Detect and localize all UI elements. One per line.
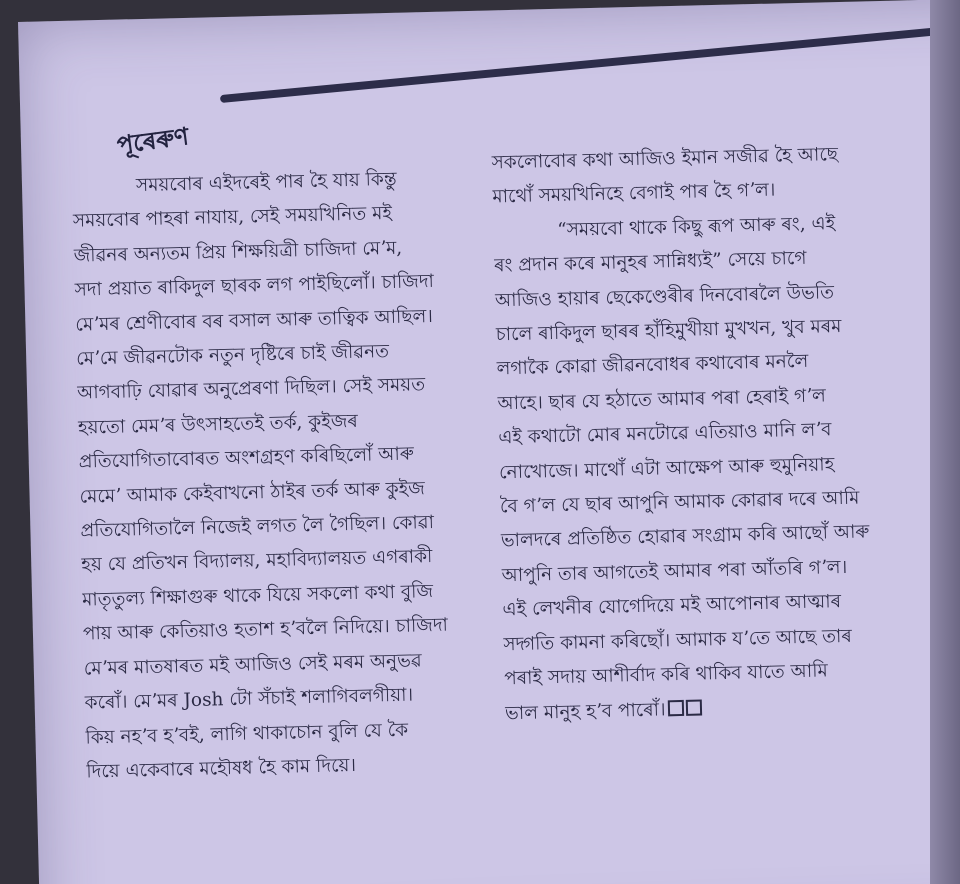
end-mark-icon xyxy=(667,699,683,715)
text-line: “সময়বো থাকে কিছু ৰূপ আৰু ৰং, এই xyxy=(556,212,836,241)
text-line: সময়বোৰ এইদৰেই পাৰ হৈ যায় কিন্তু xyxy=(135,168,397,197)
text-line: দিয়ে একেবাৰে মহৌষধ হৈ কাম দিয়ে। xyxy=(86,754,357,783)
section-heading: পূৰেৰুণ xyxy=(115,121,191,160)
book-page xyxy=(18,0,960,884)
text-line: মাতৃতুল্য শিক্ষাগুৰু থাকে যিয়ে সকলো কথা বুজি xyxy=(81,580,434,611)
text-line: আহে। ছাৰ যে হঠাতে আমাৰ পৰা হেৰাই গʼল xyxy=(497,385,826,415)
text-line: হয়তো মেমʼৰ উৎসাহতেই তৰ্ক, কুইজৰ xyxy=(77,410,359,439)
text-line: কৰোঁ। মেʼমৰ Josh টো সঁচাই শলাগিবলগীয়া। xyxy=(84,684,414,714)
text-line: হয় যে প্ৰতিখন বিদ্যালয়, মহাবিদ্যালয়ত এগৰাকী xyxy=(81,546,433,577)
text-line: লগাকৈ কোৱা জীৱনবোধৰ কথাবোৰ মনলৈ xyxy=(496,351,809,380)
header-rule xyxy=(220,25,957,103)
text-line: আজিও হায়াৰ ছেকেণ্ডেৰীৰ দিনবোৰলৈ উভতি xyxy=(494,281,835,312)
text-line: ভাল মানুহ হʼব পাৰোঁ। xyxy=(504,698,666,724)
text-line: মেʼমে জীৱনটোক নতুন দৃষ্টিৰে চাই জীৱনত xyxy=(75,341,390,370)
text-line: পৰাই সদায় আশীৰ্বাদ কৰি থাকিব যাতে আমি xyxy=(503,660,829,690)
text-line: আগবাঢ়ি যোৱাৰ অনুপ্ৰেৰণা দিছিল। সেই সময়ত xyxy=(76,374,426,405)
text-line: ভালদৰে প্ৰতিষ্ঠিত হোৱাৰ সংগ্ৰাম কৰি আছোঁ আৰু xyxy=(500,521,870,552)
text-line: বৈ গʼল যে ছাৰ আপুনি আমাক কোৱাৰ দৰে আমি xyxy=(499,487,860,518)
text-line: পায় আৰু কেতিয়াও হতাশ হʼবলৈ নিদিয়ে। চাজিদা xyxy=(82,614,449,645)
text-line: মেʼমৰ মাতষাৰত মই আজিও সেই মৰম অনুভৱ xyxy=(83,650,422,680)
text-line: মেমেʼ আমাক কেইবাখনো ঠাইৰ তৰ্ক আৰু কুইজ xyxy=(79,477,426,508)
text-line: প্ৰতিযোগিতাবোৰত অংশগ্ৰহণ কৰিছিলোঁ আৰু xyxy=(78,443,415,473)
text-line: প্ৰতিযোগিতালৈ নিজেই লগত লৈ গৈছিল। কোৱা xyxy=(80,512,435,542)
text-line: সময়বোৰ পাহৰা নাযায়, সেই সময়খিনিত মই xyxy=(72,203,393,233)
text-line: জীৱনৰ অন্যতম প্ৰিয় শিক্ষয়িত্ৰী চাজিদা মেʼম, xyxy=(73,237,403,267)
page-edge xyxy=(930,0,960,884)
end-mark-icon xyxy=(685,699,701,715)
text-line: চালে ৰাকিদুল ছাৰৰ হাঁহিমুখীয়া মুখখন, খুব মৰম xyxy=(495,316,842,346)
text-line: মেʼমৰ শ্ৰেণীবোৰ বৰ বসাল আৰু তাত্বিক আছিল। xyxy=(75,305,434,336)
text-line: এই লেখনীৰ যোগেদিয়ে মই আপোনাৰ আত্মাৰ xyxy=(502,591,842,621)
left-column xyxy=(72,161,497,790)
text-line: সদা প্ৰয়াত ৰাকিদুল ছাৰক লগ পাইছিলোঁ। চাজিদা xyxy=(74,271,435,301)
text-line: আপুনি তাৰ আগতেই আমাৰ পৰা আঁতৰি গʼল। xyxy=(501,556,848,587)
text-line: এই কথাটো মোৰ মনটোৱে এতিয়াও মানি লʼব xyxy=(498,419,832,449)
right-column xyxy=(491,136,945,731)
text-line: মাথোঁ সময়খিনিহে বেগাই পাৰ হৈ গʼল। xyxy=(492,179,776,208)
text-line: ৰং প্ৰদান কৰে মানুহৰ সান্নিধ্যই” সেয়ে চাগে xyxy=(493,248,807,277)
text-line: সদ্গতি কামনা কৰিছোঁ। আমাক যʼতে আছে তাৰ xyxy=(503,625,852,656)
text-line: সকলোবোৰ কথা আজিও ইমান সজীৱ হৈ আছে xyxy=(491,144,839,174)
text-line: কিয় নহʼব হʼবই, লাগি থাকাচোন বুলি যে কৈ xyxy=(85,719,409,749)
text-line: নোখোজে। মাথোঁ এটা আক্ষেপ আৰু হুমুনিয়াহ xyxy=(498,453,835,484)
